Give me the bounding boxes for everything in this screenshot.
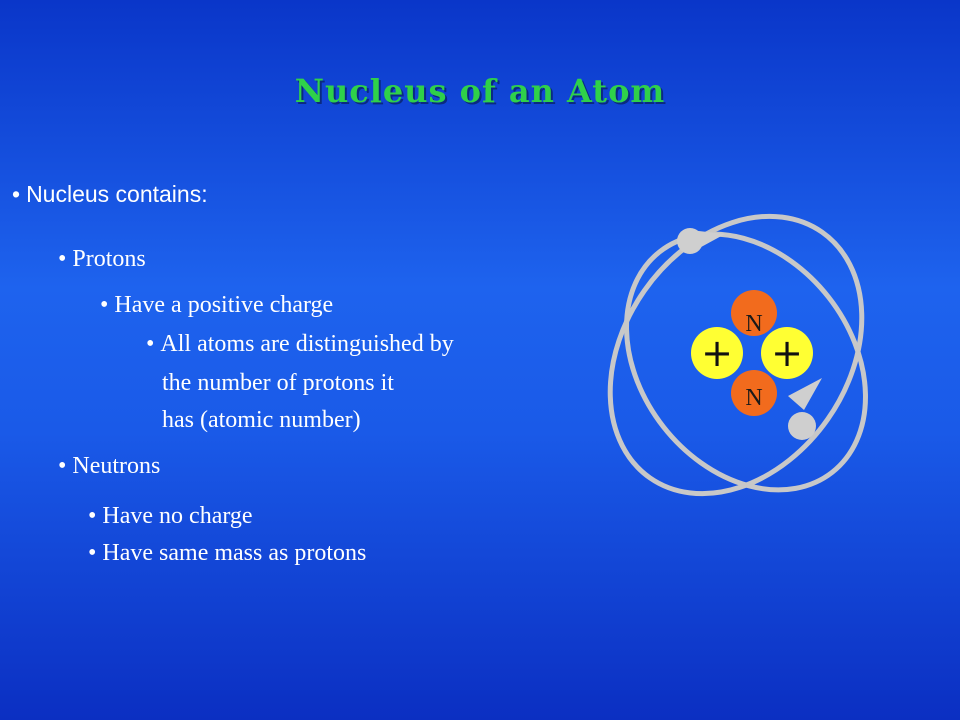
bullet-dot: • [88, 503, 97, 529]
protons-sub2-line3: has (atomic number) [162, 407, 361, 433]
protons-label: Protons [72, 246, 146, 272]
protons-sub2-line2: the number of protons it [162, 370, 394, 396]
neutrons-sub2 [88, 540, 366, 567]
electron-trail-2 [788, 378, 822, 410]
bullet-dot: • [12, 181, 21, 207]
bullet-dot: • [146, 331, 155, 357]
bullet-dot: • [100, 292, 109, 318]
proton-left-plus-icon: + [701, 331, 733, 375]
bullet-dot: • [58, 453, 67, 479]
neutron-bottom-label: N [745, 385, 763, 411]
bullet-dot: • [88, 540, 97, 566]
neutrons-sub1-text: Have no charge [102, 503, 253, 529]
bullet-dot: • [58, 246, 67, 272]
electron-2 [788, 412, 816, 440]
neutrons-label: Neutrons [72, 453, 161, 479]
main-bullet-text: Nucleus contains: [26, 181, 208, 207]
electron-1 [677, 228, 703, 254]
protons-sub2 [146, 331, 454, 358]
neutrons-sub2-text: Have same mass as protons [102, 540, 367, 566]
protons-sub1-text: Have a positive charge [114, 292, 334, 318]
neutrons-sub1 [88, 503, 253, 530]
slide-title: Nucleus of an Atom [294, 72, 666, 110]
proton-right-plus-icon: + [771, 331, 803, 375]
protons-sub2-line1: All atoms are distinguished by [160, 331, 454, 357]
protons-bullet [58, 246, 146, 273]
atom-diagram [590, 200, 890, 520]
neutrons-bullet [58, 453, 160, 480]
protons-sub1 [100, 292, 333, 319]
main-bullet [12, 181, 208, 208]
neutron-top-label: N [745, 311, 763, 337]
